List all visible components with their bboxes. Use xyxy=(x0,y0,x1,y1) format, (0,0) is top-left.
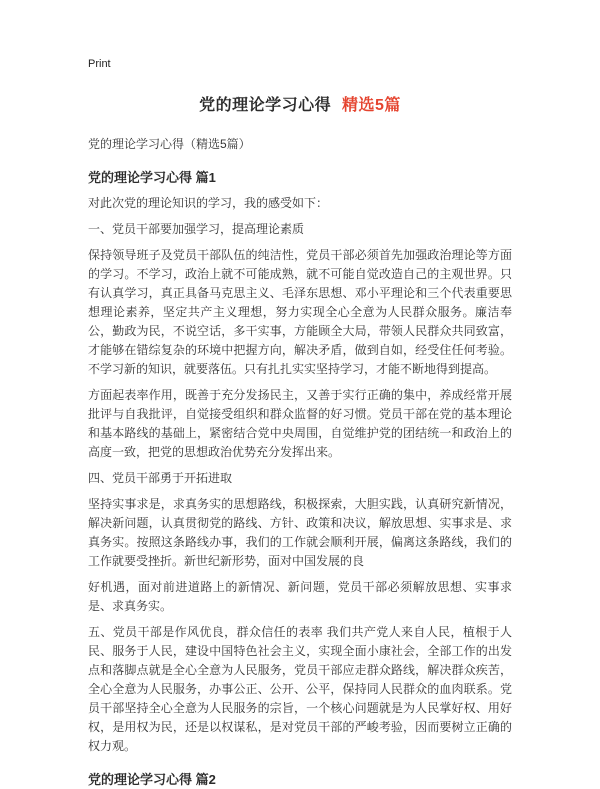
body-paragraph: 坚持实事求是，求真务实的思想路线，积极探索，大胆实践，认真研究新情况，解决新问题，认真贯彻党的路线、方针、政策和决议，解放思想、实事求是、求真务实。按照这条路线办事，我们的工作就会顺利开展，偏离这条路线，我们的工作就要受挫折。新世纪新形势，面对中国发展的良 xyxy=(88,497,512,568)
page-title xyxy=(88,92,512,115)
body-paragraph: 好机遇，面对前进道路上的新情况、新问题，党员干部必须解放思想、实事求是、求真务实。 xyxy=(88,580,512,613)
document-body xyxy=(88,135,512,789)
intro-paragraph: 对此次党的理论知识的学习，我的感受如下： xyxy=(88,196,329,210)
doc-subtitle: 党的理论学习心得（精选5篇） xyxy=(88,137,251,151)
section-heading-part2: 党的理论学习心得 篇2 xyxy=(88,772,216,787)
point-one-heading: 一、党员干部要加强学习，提高理论素质 xyxy=(88,222,305,236)
point-four-heading: 四、党员干部勇于开拓进取 xyxy=(88,471,233,485)
section-heading-part1: 党的理论学习心得 篇1 xyxy=(88,170,216,185)
body-paragraph: 五、党员干部是作风优良，群众信任的表率 我们共产党人来自人民，植根于人民、服务于人民，建设中国特色社会主义，实现全面小康社会，全部工作的出发点和落脚点就是全心全意为人民服务，党员干部应走群众路线，解决群众疾苦，全心全意为人民服务，办事公正、公开、公平，保持同人民群众的血肉联系。党员干部坚持全心全意为人民服务的宗旨，一个核心问题就是为人民掌好权、用好权，是用权为民，还是以权谋私，是对党员干部的严峻考验，因而要树立正确的权力观。 xyxy=(88,625,512,753)
print-button[interactable]: Print xyxy=(88,58,111,70)
page-title-main: 党的理论学习心得 xyxy=(199,97,332,114)
page-title-highlight: 精选5篇 xyxy=(342,97,401,114)
body-paragraph: 保持领导班子及党员干部队伍的纯洁性，党员干部必须首先加强政治理论等方面的学习。不学习，政治上就不可能成熟，就不可能自觉改造自己的主观世界。只有认真学习，真正具备马克思主义、毛泽东思想、邓小平理论和三个代表重要思想理论素养，坚定共产主义理想，努力实现全心全意为人民群众服务。廉洁奉公，勤政为民，不说空话，多干实事，方能顾全大局，带领人民群众共同致富，才能够在错综复杂的环境中把握方向，解决矛盾，做到自如，经受住任何考验。不学习新的知识，就要落伍。只有扎扎实实坚持学习，才能不断地得到提高。 xyxy=(88,248,512,376)
body-paragraph: 方面起表率作用，既善于充分发扬民主，又善于实行正确的集中，养成经常开展批评与自我批评，自觉接受组织和群众监督的好习惯。党员干部在党的基本理论和基本路线的基础上，紧密结合党中央周围，自觉维护党的团结统一和政治上的高度一致，把党的思想政治优势充分发挥出来。 xyxy=(88,388,512,459)
